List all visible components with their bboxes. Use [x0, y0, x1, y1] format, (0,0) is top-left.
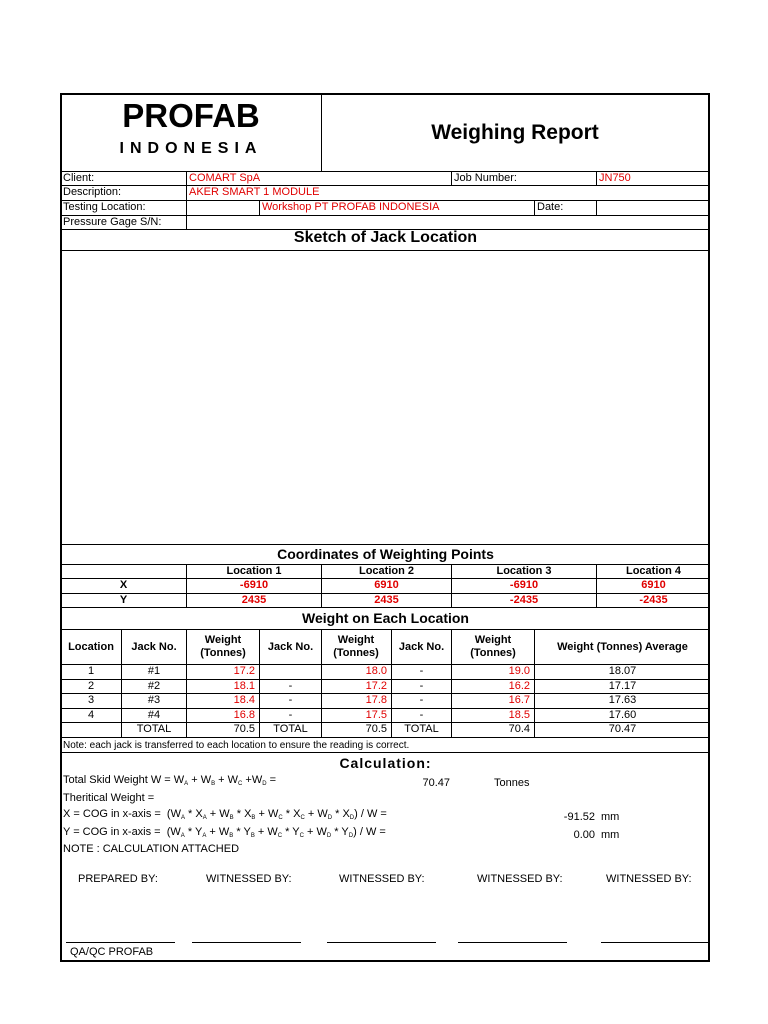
cell-jack-no: #3: [147, 694, 161, 706]
cog-x-unit: mm: [601, 811, 620, 823]
pressure-gage-label: Pressure Gage S/N:: [63, 216, 162, 228]
cog-x-value: -91.52: [563, 811, 595, 823]
date-label: Date:: [537, 201, 564, 213]
cell-jack-no: #1: [147, 665, 161, 677]
logo-main: PROFAB: [122, 97, 260, 134]
cell-jack-no: -: [288, 709, 293, 721]
cell-total-weight: 70.4: [508, 723, 530, 735]
signature-line: [458, 942, 567, 943]
signature-line: [327, 942, 436, 943]
cell-average: 17.63: [608, 694, 637, 706]
col-header-location: Location: [68, 641, 114, 653]
cell-total-weight: 70.5: [365, 723, 387, 735]
testing-location-value: Workshop PT PROFAB INDONESIA: [262, 201, 440, 213]
col-header-weight: Weight (Tonnes): [200, 634, 246, 659]
divider: [596, 171, 597, 185]
cell-weight: 16.8: [233, 709, 255, 721]
cell-weight: 17.8: [365, 694, 387, 706]
coord-x-label: X: [119, 579, 128, 591]
divider: [596, 200, 597, 215]
coord-header-location-1: Location 1: [226, 565, 282, 577]
client-label: Client:: [63, 172, 95, 184]
skid-weight-label-text: Total Skid Weight W = W: [63, 774, 185, 786]
job-number-label: Job Number:: [454, 172, 517, 184]
cog-y-value: 0.00: [573, 829, 595, 841]
coord-y-value: 2435: [241, 594, 267, 606]
cell-weight: 19.0: [508, 665, 530, 677]
cog-x-label-text: X = COG in x-axis =: [63, 808, 161, 820]
divider: [534, 200, 535, 215]
footer-qaqc: QA/QC PROFAB: [70, 946, 154, 958]
cell-total-average: 70.47: [608, 723, 637, 735]
witnessed-by-label: WITNESSED BY:: [339, 873, 425, 885]
cog-y-unit: mm: [601, 829, 620, 841]
coord-x-value: -6910: [509, 579, 539, 591]
testing-location-label: Testing Location:: [63, 201, 146, 213]
col-header-weight: Weight (Tonnes): [470, 634, 516, 659]
witnessed-by-label: WITNESSED BY:: [477, 873, 563, 885]
divider: [61, 629, 710, 630]
coord-y-value: -2435: [639, 594, 668, 606]
report-title: Weighing Report: [431, 121, 599, 144]
cell-total-weight: 70.5: [233, 723, 255, 735]
cell-weight: 18.4: [233, 694, 255, 706]
cell-weight: 16.2: [508, 680, 530, 692]
cell-average: 17.60: [608, 709, 637, 721]
col-header-jack-no: Jack No.: [398, 641, 445, 653]
divider: [61, 752, 710, 753]
cell-weight: 18.0: [365, 665, 387, 677]
cell-location: 3: [87, 694, 95, 706]
cell-location: 2: [87, 680, 95, 692]
cell-total-label: TOTAL: [136, 723, 172, 735]
cell-weight: 18.1: [233, 680, 255, 692]
sketch-area: [61, 251, 710, 544]
divider: [61, 185, 710, 186]
coord-y-value: 2435: [374, 594, 399, 606]
coord-header-location-3: Location 3: [496, 565, 552, 577]
cell-total-label: TOTAL: [273, 723, 308, 735]
cell-jack-no: -: [419, 709, 424, 721]
divider: [61, 607, 710, 608]
cell-jack-no: #2: [147, 680, 161, 692]
coordinates-title: Coordinates of Weighting Points: [277, 546, 494, 562]
skid-weight-unit: Tonnes: [494, 777, 530, 789]
divider: [186, 171, 187, 229]
sketch-title: Sketch of Jack Location: [293, 229, 478, 246]
cell-average: 18.07: [608, 665, 637, 677]
cell-weight: 17.2: [233, 665, 255, 677]
cell-jack-no: -: [419, 680, 424, 692]
divider: [451, 171, 452, 185]
logo-sub: INDONESIA: [119, 140, 263, 157]
cog-y-label: Y = COG in x-axis = $(W_A * Y_A + W_B * Y_B + W_C * Y_C + W_D * Y_D) / W$ =: [63, 826, 386, 839]
description-label: Description:: [63, 186, 122, 198]
col-header-jack-no: Jack No.: [267, 641, 314, 653]
coord-y-label: Y: [119, 594, 128, 606]
cell-location: 1: [87, 665, 95, 677]
cell-average: 17.17: [608, 680, 637, 692]
coord-y-value: -2435: [509, 594, 539, 606]
cell-weight: 17.5: [365, 709, 387, 721]
cell-jack-no: -: [419, 665, 424, 677]
skid-weight-label: Total Skid Weight $W = W_A + W_B + W_C +W_D$ =: [63, 774, 277, 787]
coord-header-location-4: Location 4: [625, 565, 681, 577]
prepared-by-label: PREPARED BY:: [78, 873, 158, 885]
witnessed-by-label: WITNESSED BY:: [606, 873, 692, 885]
cog-y-label-text: Y = COG in x-axis =: [63, 826, 161, 838]
col-header-average: Weight (Tonnes) Average: [557, 641, 688, 653]
cog-x-label: X = COG in x-axis = $(W_A * X_A + W_B * X_B + W_C * X_C + W_D * X_D) / W$ =: [63, 808, 387, 821]
client-value: COMART SpA: [189, 172, 261, 184]
witnessed-by-label: WITNESSED BY:: [206, 873, 292, 885]
coord-header-location-2: Location 2: [358, 565, 414, 577]
coord-x-value: -6910: [239, 579, 269, 591]
description-value: AKER SMART 1 MODULE: [189, 186, 320, 198]
cell-location: 4: [87, 709, 95, 721]
divider: [61, 737, 710, 738]
job-number-value: JN750: [599, 172, 631, 184]
cell-jack-no: -: [288, 680, 293, 692]
weights-title: Weight on Each Location: [302, 610, 469, 626]
cell-jack-no: -: [419, 694, 424, 706]
skid-weight-value: 70.47: [422, 777, 450, 789]
calculation-title: Calculation:: [339, 755, 432, 771]
coord-x-value: 6910: [641, 579, 666, 591]
cell-weight: 18.5: [508, 709, 530, 721]
theoretical-weight-label: Theritical Weight =: [63, 792, 155, 804]
cell-jack-no: -: [288, 694, 293, 706]
cell-weight: 17.2: [365, 680, 387, 692]
cell-total-label: TOTAL: [404, 723, 439, 735]
divider: [259, 200, 260, 215]
coord-x-value: 6910: [374, 579, 399, 591]
signature-line: [192, 942, 301, 943]
col-header-jack-no: Jack No.: [131, 641, 177, 653]
weights-note: Note: each jack is transferred to each location to ensure the reading is correct.: [63, 740, 410, 751]
signature-line: [601, 942, 709, 943]
calculation-note: NOTE : CALCULATION ATTACHED: [63, 843, 240, 855]
col-header-weight: Weight (Tonnes): [333, 634, 379, 659]
signature-line: [66, 942, 175, 943]
cell-weight: 16.7: [508, 694, 530, 706]
cell-jack-no: #4: [147, 709, 161, 721]
